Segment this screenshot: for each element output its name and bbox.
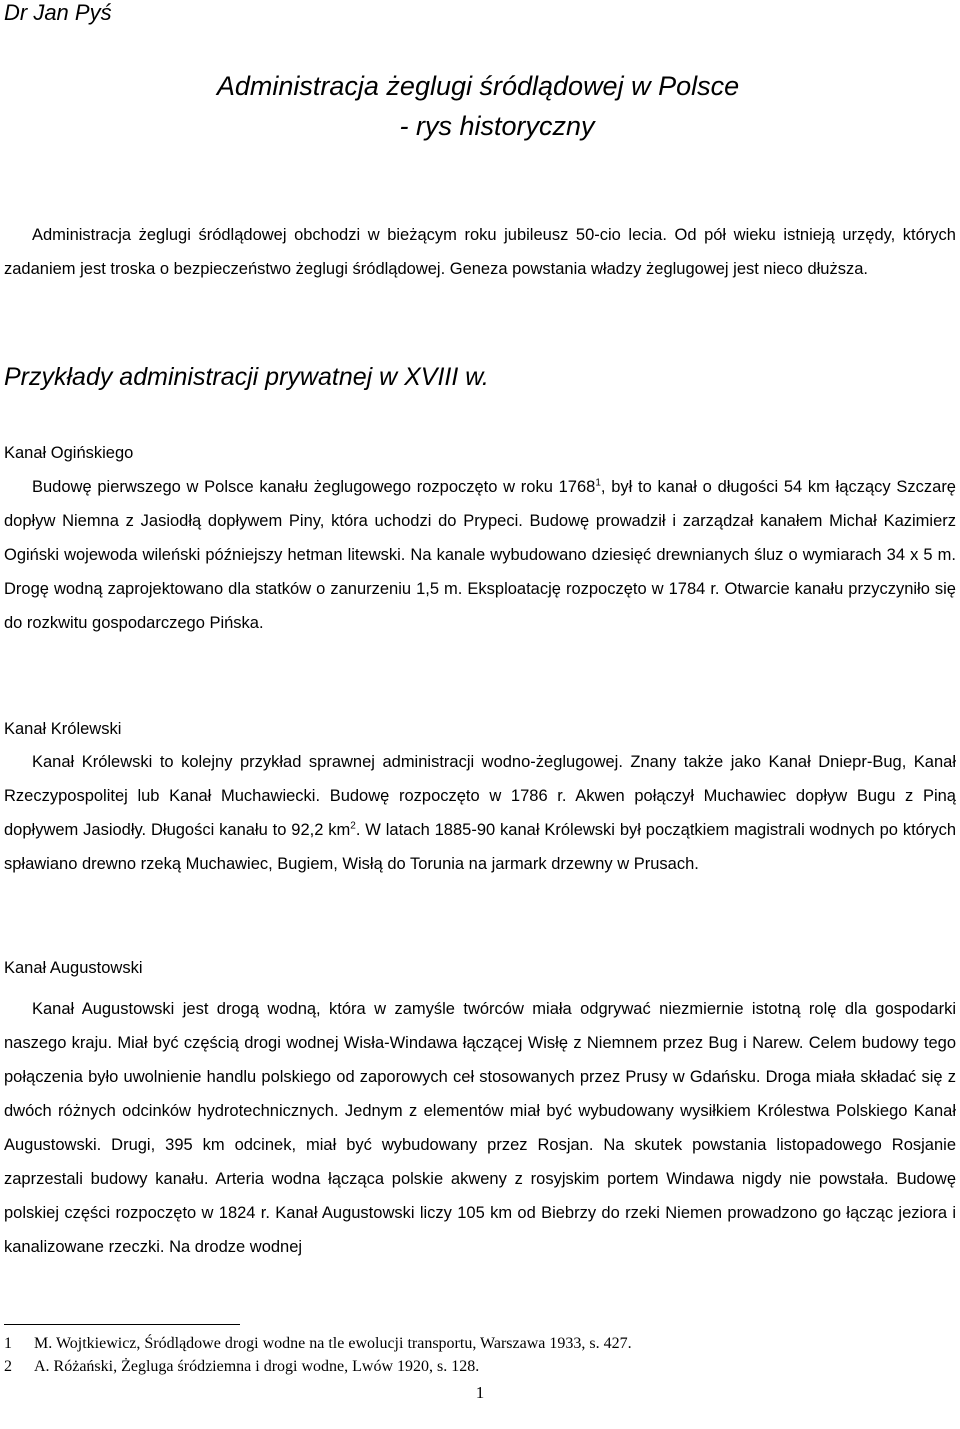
footnote-reference-2[interactable]: 2 — [350, 820, 356, 832]
subheading-kanal-oginskiego: Kanał Ogińskiego — [4, 444, 134, 462]
paragraph-kanal-oginskiego — [4, 470, 956, 640]
footnote-separator — [4, 1324, 240, 1325]
footnote-reference-1[interactable]: 1 — [595, 477, 601, 489]
footnote-number: 2 — [4, 1358, 12, 1375]
subheading-kanal-krolewski: Kanał Królewski — [4, 720, 122, 738]
paragraph-text: , był to kanał o długości 54 km łączący Szczarę dopływ Niemna z Jasiodłą dopływem Piny, która uchodzi do Prypeci. Budowę prowadził i zarządzał kanałem Michał Kazimierz Ogiński wojewoda wileński późniejszy hetman litewski. Na kanale wybudowano dziesięć drewnianych śluz o wymiarach 34 x 5 m. Drogę wodną zaprojektowano dla statków o zanurzeniu 1,5 m. Eksploatację rozpoczęto w 1784 r. Otwarcie kanału przyczyniło się do rozkwitu gospodarczego Pińska. — [4, 478, 956, 632]
paragraph-kanal-krolewski — [4, 745, 956, 881]
paragraph-text: Kanał Królewski to kolejny przykład sprawnej administracji wodno-żeglugowej. Znany także jako Kanał Dniepr-Bug, Kanał Rzeczypospolitej lub Kanał Muchawiecki. Budowę rozpoczęto w 1786 r. Akwen połączył Muchawiec dopływ Bugu z Piną dopływem Jasiodły. Długości kanału to 92,2 km — [4, 753, 956, 839]
author-name: Dr Jan Pyś — [4, 0, 112, 25]
footnote-number: 1 — [4, 1335, 12, 1352]
document-title-line-2: - rys historyczny — [399, 111, 595, 141]
paragraph-text: . W latach 1885-90 kanał Królewski był początkiem magistrali wodnych po których spławiano drewno rzeką Muchawiec, Bugiem, Wisłą do Torunia na jarmark drzewny w Prusach. — [4, 821, 957, 873]
paragraph-text: Budowę pierwszego w Polsce kanału żeglugowego rozpoczęto w roku 1768 — [32, 478, 596, 496]
intro-paragraph: Administracja żeglugi śródlądowej obchodzi w bieżącym roku jubileusz 50-cio lecia. Od pół wieku istnieją urzędy, których zadaniem jest troska o bezpieczeństwo żeglugi śródlądowej. Geneza powstania władzy żeglugowej jest nieco dłuższa. — [4, 226, 956, 278]
section-heading: Przykłady administracji prywatnej w XVIII w. — [4, 363, 489, 391]
paragraph-kanal-augustowski: Kanał Augustowski jest drogą wodną, która w zamyśle twórców miała odgrywać niezmiernie istotną rolę dla gospodarki naszego kraju. Miał być częścią drogi wodnej Wisła-Windawa łączącej Wisłę z Niemnem przez Bug i Narew. Celem budowy tego połączenia było uwolnienie handlu polskiego od zaporowych ceł stosowanych przez Prusy w Gdańsku. Droga miała składać się z dwóch różnych odcinków hydrotechnicznych. Jednym z elementów miał być wybudowany wysiłkiem Królestwa Polskiego Kanał Augustowski. Drugi, 395 km odcinek, miał być wybudowany przez Rosjan. Na skutek powstania listopadowego Rosjanie zaprzestali budowy kanału. Arteria wodna łącząca polskie akweny z rosyjskim portem Windawa nigdy nie powstała. Budowę polskiej części rozpoczęto w 1824 r. Kanał Augustowski liczy 105 km od Biebrzy do rzeki Niemen prowadzono go łącząc jeziora i kanalizowane rzeczki. Na drodze wodnej — [4, 1000, 956, 1256]
page-number: 1 — [475, 1383, 485, 1402]
footnote-1 — [4, 1334, 632, 1354]
footnote-2 — [4, 1357, 479, 1377]
footnote-text: M. Wojtkiewicz, Śródlądowe drogi wodne na tle ewolucji transportu, Warszawa 1933, s. 427. — [34, 1335, 632, 1352]
footnote-text: A. Różański, Żegluga śródziemna i drogi wodne, Lwów 1920, s. 128. — [34, 1358, 480, 1375]
document-title-line-1: Administracja żeglugi śródlądowej w Polsce — [216, 71, 740, 101]
subheading-kanal-augustowski: Kanał Augustowski — [4, 959, 143, 977]
